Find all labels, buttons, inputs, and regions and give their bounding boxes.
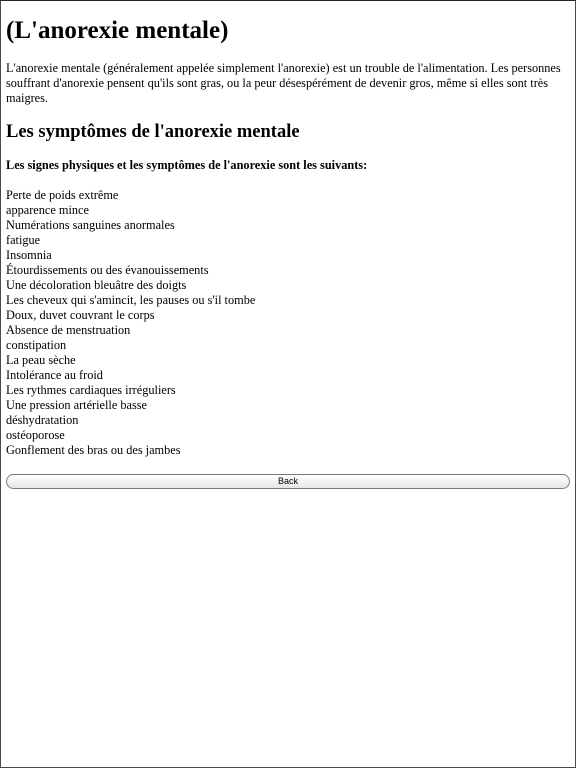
symptom-item: Doux, duvet couvrant le corps bbox=[6, 308, 155, 322]
back-button[interactable]: Back bbox=[6, 474, 570, 489]
symptom-item: Étourdissements ou des évanouissements bbox=[6, 263, 209, 277]
symptom-item: Une pression artérielle basse bbox=[6, 398, 148, 412]
symptom-item: Perte de poids extrême bbox=[6, 188, 119, 202]
symptom-item: Numérations sanguines anormales bbox=[6, 218, 175, 232]
page-title: (L'anorexie mentale) bbox=[6, 17, 229, 44]
symptom-item: Les cheveux qui s'amincit, les pauses ou s'il tombe bbox=[6, 293, 256, 307]
symptom-item: Gonflement des bras ou des jambes bbox=[6, 443, 181, 457]
symptoms-list bbox=[6, 188, 255, 458]
intro-paragraph: L'anorexie mentale (généralement appelée simplement l'anorexie) est un trouble de l'alimentation. Les personnes souffrant d'anorexie pensent qu'ils sont gras, ou la peur désespérément de devenir gros, même si elles sont très maigres. bbox=[6, 61, 561, 105]
section-heading: Les symptômes de l'anorexie mentale bbox=[6, 122, 300, 142]
symptom-item: Les rythmes cardiaques irréguliers bbox=[6, 383, 176, 397]
symptoms-subheading: Les signes physiques et les symptômes de l'anorexie sont les suivants: bbox=[6, 158, 368, 172]
symptom-item: fatigue bbox=[6, 233, 41, 247]
symptom-item: Insomnia bbox=[6, 248, 52, 262]
symptom-item: ostéoporose bbox=[6, 428, 65, 442]
symptom-item: apparence mince bbox=[6, 203, 89, 217]
symptom-item: Intolérance au froid bbox=[6, 368, 103, 382]
symptom-item: constipation bbox=[6, 338, 67, 352]
symptom-item: Absence de menstruation bbox=[6, 323, 131, 337]
symptom-item: Une décoloration bleuâtre des doigts bbox=[6, 278, 187, 292]
symptom-item: La peau sèche bbox=[6, 353, 76, 367]
symptom-item: déshydratation bbox=[6, 413, 79, 427]
